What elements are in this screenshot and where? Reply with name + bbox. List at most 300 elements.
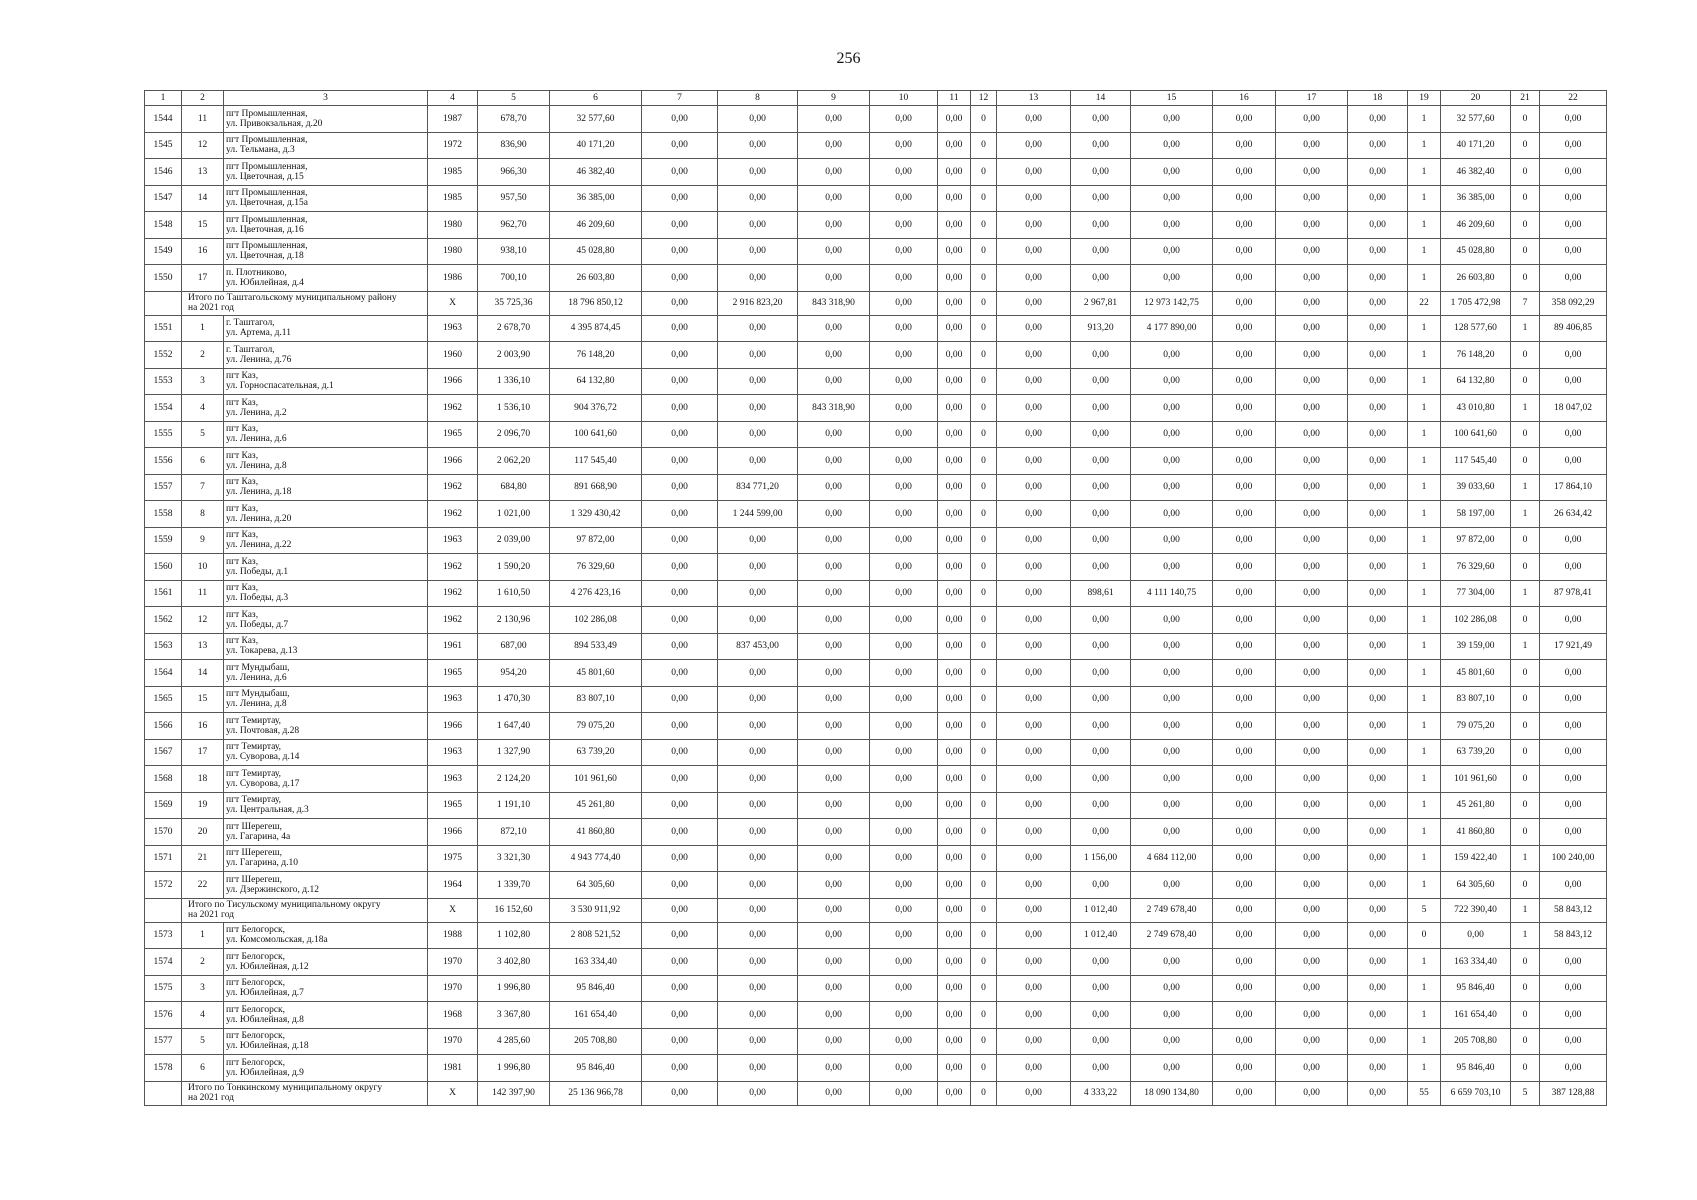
value-cell-17: 0,00 — [1276, 448, 1348, 475]
address-cell — [224, 633, 428, 660]
value-cell-9: 0,00 — [798, 792, 870, 819]
subtotal-row — [145, 291, 1607, 315]
value-cell-10: 0,00 — [870, 766, 938, 793]
value-cell-8: 0,00 — [718, 527, 798, 554]
value-cell-19: 1 — [1408, 686, 1441, 713]
value-cell-21: 0 — [1511, 766, 1540, 793]
value-cell-12: 0 — [971, 238, 997, 265]
value-cell-14: 0,00 — [1071, 975, 1131, 1002]
address-cell — [224, 845, 428, 872]
total-cost-cell: 64 305,60 — [550, 872, 642, 899]
value-cell-10: 0,00 — [870, 132, 938, 159]
row-number: 1553 — [145, 368, 182, 395]
value-cell-12: 0 — [971, 554, 997, 581]
value-cell-22: 358 092,29 — [1540, 291, 1607, 315]
value-cell-16: 0,00 — [1213, 633, 1276, 660]
value-cell-21: 0 — [1511, 212, 1540, 239]
value-cell-15: 0,00 — [1131, 949, 1213, 976]
value-cell-8: 0,00 — [718, 922, 798, 949]
address-line: пгт Каз, — [226, 424, 259, 435]
value-cell-20: 163 334,40 — [1441, 949, 1511, 976]
value-cell-20: 117 545,40 — [1441, 448, 1511, 475]
column-number-header: 9 — [798, 91, 870, 106]
value-cell-8: 0,00 — [718, 212, 798, 239]
value-cell-17: 0,00 — [1276, 315, 1348, 342]
value-cell-16: 0,00 — [1213, 291, 1276, 315]
value-cell-22: 0,00 — [1540, 739, 1607, 766]
value-cell-8: 0,00 — [718, 975, 798, 1002]
value-cell-16: 0,00 — [1213, 106, 1276, 133]
item-index: 7 — [182, 474, 224, 501]
address-line: ул. Суворова, д.14 — [226, 752, 300, 763]
value-cell-13: 0,00 — [997, 185, 1071, 212]
value-cell-17: 0,00 — [1276, 872, 1348, 899]
value-cell-20: 77 304,00 — [1441, 580, 1511, 607]
value-cell-20: 45 028,80 — [1441, 238, 1511, 265]
row-number: 1555 — [145, 421, 182, 448]
value-cell-14: 0,00 — [1071, 686, 1131, 713]
row-number: 1558 — [145, 501, 182, 528]
value-cell-16: 0,00 — [1213, 265, 1276, 292]
value-cell-8: 834 771,20 — [718, 474, 798, 501]
value-cell-7: 0,00 — [642, 554, 718, 581]
column-number-header: 14 — [1071, 91, 1131, 106]
value-cell-11: 0,00 — [938, 898, 971, 922]
value-cell-14: 0,00 — [1071, 766, 1131, 793]
value-cell-11: 0,00 — [938, 845, 971, 872]
value-cell-16: 0,00 — [1213, 872, 1276, 899]
address-cell — [224, 212, 428, 239]
value-cell-11: 0,00 — [938, 421, 971, 448]
column-number-header: 7 — [642, 91, 718, 106]
value-cell-22: 0,00 — [1540, 106, 1607, 133]
address-line: пгт Белогорск, — [226, 1004, 286, 1015]
value-cell-14: 0,00 — [1071, 212, 1131, 239]
total-cost-cell: 891 668,90 — [550, 474, 642, 501]
value-cell-13: 0,00 — [997, 686, 1071, 713]
value-cell-15: 0,00 — [1131, 159, 1213, 186]
value-cell-11: 0,00 — [938, 713, 971, 740]
total-cost-cell: 18 796 850,12 — [550, 291, 642, 315]
address-line: ул. Ленина, д.20 — [226, 513, 292, 524]
value-cell-17: 0,00 — [1276, 342, 1348, 369]
row-number: 1570 — [145, 819, 182, 846]
value-cell-9: 0,00 — [798, 106, 870, 133]
value-cell-18: 0,00 — [1348, 342, 1408, 369]
address-line: пгт Каз, — [226, 636, 259, 647]
column-number-header: 10 — [870, 91, 938, 106]
value-cell-20: 43 010,80 — [1441, 395, 1511, 422]
value-cell-12: 0 — [971, 368, 997, 395]
value-cell-21: 1 — [1511, 580, 1540, 607]
value-cell-8: 0,00 — [718, 421, 798, 448]
table-row — [145, 265, 1607, 292]
total-cost-cell: 46 382,40 — [550, 159, 642, 186]
value-cell-22: 0,00 — [1540, 607, 1607, 634]
item-index: 4 — [182, 395, 224, 422]
value-cell-12: 0 — [971, 106, 997, 133]
item-index: 9 — [182, 527, 224, 554]
table-row — [145, 975, 1607, 1002]
value-cell-21: 1 — [1511, 501, 1540, 528]
value-cell-13: 0,00 — [997, 922, 1071, 949]
value-cell-7: 0,00 — [642, 368, 718, 395]
value-cell-10: 0,00 — [870, 713, 938, 740]
value-cell-7: 0,00 — [642, 474, 718, 501]
value-cell-12: 0 — [971, 527, 997, 554]
value-cell-14: 2 967,81 — [1071, 291, 1131, 315]
value-cell-10: 0,00 — [870, 872, 938, 899]
value-cell-13: 0,00 — [997, 448, 1071, 475]
value-cell-7: 0,00 — [642, 580, 718, 607]
value-cell-16: 0,00 — [1213, 395, 1276, 422]
value-cell-8: 0,00 — [718, 660, 798, 687]
row-number: 1573 — [145, 922, 182, 949]
value-cell-17: 0,00 — [1276, 845, 1348, 872]
value-cell-19: 1 — [1408, 660, 1441, 687]
address-line: пгт Шерегеш, — [226, 821, 282, 832]
value-cell-17: 0,00 — [1276, 212, 1348, 239]
value-cell-16: 0,00 — [1213, 1028, 1276, 1055]
area-cell: 962,70 — [478, 212, 550, 239]
value-cell-20: 76 329,60 — [1441, 554, 1511, 581]
item-index: 12 — [182, 607, 224, 634]
total-cost-cell: 95 846,40 — [550, 975, 642, 1002]
value-cell-14: 0,00 — [1071, 421, 1131, 448]
value-cell-22: 17 921,49 — [1540, 633, 1607, 660]
value-cell-8: 0,00 — [718, 368, 798, 395]
value-cell-19: 1 — [1408, 792, 1441, 819]
value-cell-18: 0,00 — [1348, 448, 1408, 475]
row-number: 1551 — [145, 315, 182, 342]
value-cell-19: 1 — [1408, 132, 1441, 159]
value-cell-14: 898,61 — [1071, 580, 1131, 607]
total-cost-cell: 102 286,08 — [550, 607, 642, 634]
empty-cell — [145, 291, 182, 315]
row-number: 1569 — [145, 792, 182, 819]
value-cell-14: 0,00 — [1071, 1002, 1131, 1029]
value-cell-20: 46 209,60 — [1441, 212, 1511, 239]
area-cell: 1 191,10 — [478, 792, 550, 819]
year-cell: 1972 — [428, 132, 478, 159]
value-cell-22: 0,00 — [1540, 368, 1607, 395]
row-number: 1577 — [145, 1028, 182, 1055]
value-cell-9: 0,00 — [798, 421, 870, 448]
value-cell-21: 7 — [1511, 291, 1540, 315]
year-cell: X — [428, 291, 478, 315]
value-cell-18: 0,00 — [1348, 766, 1408, 793]
address-line: ул. Победы, д.3 — [226, 593, 289, 604]
year-cell: 1985 — [428, 159, 478, 186]
value-cell-17: 0,00 — [1276, 1081, 1348, 1105]
subtotal-row — [145, 898, 1607, 922]
value-cell-13: 0,00 — [997, 819, 1071, 846]
value-cell-8: 0,00 — [718, 1055, 798, 1082]
value-cell-9: 0,00 — [798, 660, 870, 687]
value-cell-9: 0,00 — [798, 265, 870, 292]
value-cell-8: 0,00 — [718, 315, 798, 342]
value-cell-16: 0,00 — [1213, 686, 1276, 713]
address-line: ул. Юбилейная, д.9 — [226, 1067, 304, 1078]
item-index: 15 — [182, 686, 224, 713]
column-number-header: 4 — [428, 91, 478, 106]
value-cell-16: 0,00 — [1213, 159, 1276, 186]
total-cost-cell: 101 961,60 — [550, 766, 642, 793]
value-cell-21: 0 — [1511, 238, 1540, 265]
value-cell-9: 0,00 — [798, 474, 870, 501]
value-cell-14: 0,00 — [1071, 633, 1131, 660]
value-cell-20: 41 860,80 — [1441, 819, 1511, 846]
value-cell-15: 0,00 — [1131, 872, 1213, 899]
area-cell: 687,00 — [478, 633, 550, 660]
value-cell-16: 0,00 — [1213, 474, 1276, 501]
value-cell-9: 0,00 — [798, 872, 870, 899]
value-cell-9: 0,00 — [798, 1081, 870, 1105]
value-cell-7: 0,00 — [642, 1028, 718, 1055]
item-index: 17 — [182, 739, 224, 766]
total-cost-cell: 83 807,10 — [550, 686, 642, 713]
value-cell-11: 0,00 — [938, 315, 971, 342]
total-cost-cell: 41 860,80 — [550, 819, 642, 846]
value-cell-18: 0,00 — [1348, 185, 1408, 212]
value-cell-17: 0,00 — [1276, 1028, 1348, 1055]
value-cell-7: 0,00 — [642, 607, 718, 634]
value-cell-12: 0 — [971, 448, 997, 475]
address-line: г. Таштагол, — [226, 318, 275, 329]
value-cell-22: 0,00 — [1540, 766, 1607, 793]
subtotal-label-line: Итого по Таштагольскому муниципальному району — [188, 293, 397, 303]
total-cost-cell: 45 028,80 — [550, 238, 642, 265]
value-cell-10: 0,00 — [870, 975, 938, 1002]
value-cell-17: 0,00 — [1276, 660, 1348, 687]
address-cell — [224, 872, 428, 899]
value-cell-11: 0,00 — [938, 106, 971, 133]
total-cost-cell: 26 603,80 — [550, 265, 642, 292]
value-cell-10: 0,00 — [870, 212, 938, 239]
value-cell-18: 0,00 — [1348, 819, 1408, 846]
year-cell: 1987 — [428, 106, 478, 133]
value-cell-15: 2 749 678,40 — [1131, 922, 1213, 949]
table-row — [145, 792, 1607, 819]
value-cell-18: 0,00 — [1348, 501, 1408, 528]
area-cell: 1 996,80 — [478, 1055, 550, 1082]
value-cell-9: 0,00 — [798, 686, 870, 713]
address-cell — [224, 185, 428, 212]
total-cost-cell: 76 329,60 — [550, 554, 642, 581]
value-cell-7: 0,00 — [642, 949, 718, 976]
item-index: 17 — [182, 265, 224, 292]
value-cell-9: 0,00 — [798, 580, 870, 607]
item-index: 16 — [182, 713, 224, 740]
column-number-header: 18 — [1348, 91, 1408, 106]
value-cell-10: 0,00 — [870, 1028, 938, 1055]
value-cell-9: 0,00 — [798, 159, 870, 186]
value-cell-22: 0,00 — [1540, 1055, 1607, 1082]
value-cell-20: 83 807,10 — [1441, 686, 1511, 713]
value-cell-11: 0,00 — [938, 501, 971, 528]
value-cell-13: 0,00 — [997, 342, 1071, 369]
address-line: пгт Промышленная, — [226, 188, 308, 199]
page-number: 256 — [836, 50, 861, 67]
year-cell: 1963 — [428, 686, 478, 713]
value-cell-19: 1 — [1408, 872, 1441, 899]
value-cell-16: 0,00 — [1213, 554, 1276, 581]
value-cell-18: 0,00 — [1348, 686, 1408, 713]
value-cell-18: 0,00 — [1348, 580, 1408, 607]
value-cell-12: 0 — [971, 607, 997, 634]
total-cost-cell: 205 708,80 — [550, 1028, 642, 1055]
value-cell-17: 0,00 — [1276, 132, 1348, 159]
value-cell-9: 0,00 — [798, 527, 870, 554]
value-cell-8: 0,00 — [718, 898, 798, 922]
value-cell-19: 5 — [1408, 898, 1441, 922]
table-row — [145, 1002, 1607, 1029]
value-cell-8: 0,00 — [718, 554, 798, 581]
row-number: 1557 — [145, 474, 182, 501]
row-number: 1564 — [145, 660, 182, 687]
value-cell-22: 58 843,12 — [1540, 922, 1607, 949]
value-cell-21: 0 — [1511, 342, 1540, 369]
value-cell-18: 0,00 — [1348, 922, 1408, 949]
value-cell-8: 0,00 — [718, 185, 798, 212]
value-cell-10: 0,00 — [870, 739, 938, 766]
item-index: 11 — [182, 106, 224, 133]
column-number-header: 17 — [1276, 91, 1348, 106]
value-cell-7: 0,00 — [642, 766, 718, 793]
table-row — [145, 580, 1607, 607]
address-line: ул. Привокзальная, д.20 — [226, 118, 323, 129]
row-number: 1568 — [145, 766, 182, 793]
value-cell-15: 4 177 890,00 — [1131, 315, 1213, 342]
item-index: 5 — [182, 421, 224, 448]
area-cell: 1 336,10 — [478, 368, 550, 395]
value-cell-10: 0,00 — [870, 368, 938, 395]
value-cell-12: 0 — [971, 421, 997, 448]
row-number: 1560 — [145, 554, 182, 581]
value-cell-20: 45 801,60 — [1441, 660, 1511, 687]
value-cell-16: 0,00 — [1213, 660, 1276, 687]
total-cost-cell: 894 533,49 — [550, 633, 642, 660]
value-cell-13: 0,00 — [997, 106, 1071, 133]
year-cell: 1966 — [428, 368, 478, 395]
value-cell-18: 0,00 — [1348, 315, 1408, 342]
address-line: ул. Юбилейная, д.4 — [226, 277, 304, 288]
value-cell-22: 18 047,02 — [1540, 395, 1607, 422]
value-cell-17: 0,00 — [1276, 527, 1348, 554]
table-row — [145, 238, 1607, 265]
value-cell-8: 0,00 — [718, 872, 798, 899]
item-index: 4 — [182, 1002, 224, 1029]
value-cell-7: 0,00 — [642, 448, 718, 475]
value-cell-17: 0,00 — [1276, 922, 1348, 949]
address-cell — [224, 739, 428, 766]
value-cell-10: 0,00 — [870, 474, 938, 501]
value-cell-21: 0 — [1511, 527, 1540, 554]
empty-cell — [145, 1081, 182, 1105]
value-cell-14: 1 012,40 — [1071, 922, 1131, 949]
address-line: ул. Юбилейная, д.7 — [226, 988, 304, 999]
year-cell: 1961 — [428, 633, 478, 660]
value-cell-15: 4 684 112,00 — [1131, 845, 1213, 872]
row-number: 1556 — [145, 448, 182, 475]
value-cell-14: 913,20 — [1071, 315, 1131, 342]
value-cell-16: 0,00 — [1213, 132, 1276, 159]
value-cell-22: 0,00 — [1540, 819, 1607, 846]
value-cell-18: 0,00 — [1348, 421, 1408, 448]
address-line: пгт Каз, — [226, 530, 259, 541]
value-cell-21: 1 — [1511, 845, 1540, 872]
value-cell-20: 26 603,80 — [1441, 265, 1511, 292]
total-cost-cell: 2 808 521,52 — [550, 922, 642, 949]
area-cell: 1 470,30 — [478, 686, 550, 713]
address-cell — [224, 607, 428, 634]
value-cell-13: 0,00 — [997, 474, 1071, 501]
value-cell-18: 0,00 — [1348, 238, 1408, 265]
address-line: ул. Ленина, д.76 — [226, 354, 292, 365]
column-number-header: 11 — [938, 91, 971, 106]
total-cost-cell: 45 801,60 — [550, 660, 642, 687]
value-cell-22: 17 864,10 — [1540, 474, 1607, 501]
total-cost-cell: 76 148,20 — [550, 342, 642, 369]
column-number-header: 15 — [1131, 91, 1213, 106]
value-cell-13: 0,00 — [997, 607, 1071, 634]
value-cell-10: 0,00 — [870, 633, 938, 660]
year-cell: X — [428, 1081, 478, 1105]
empty-cell — [145, 898, 182, 922]
year-cell: 1966 — [428, 819, 478, 846]
area-cell: 2 062,20 — [478, 448, 550, 475]
value-cell-11: 0,00 — [938, 1081, 971, 1105]
address-line: ул. Цветочная, д.18 — [226, 251, 304, 262]
value-cell-14: 0,00 — [1071, 739, 1131, 766]
address-line: пгт Темиртау, — [226, 768, 282, 779]
value-cell-22: 0,00 — [1540, 686, 1607, 713]
value-cell-19: 1 — [1408, 819, 1441, 846]
total-cost-cell: 3 530 911,92 — [550, 898, 642, 922]
year-cell: 1970 — [428, 949, 478, 976]
table-row — [145, 474, 1607, 501]
item-index: 14 — [182, 660, 224, 687]
year-cell: 1963 — [428, 527, 478, 554]
value-cell-12: 0 — [971, 501, 997, 528]
value-cell-13: 0,00 — [997, 159, 1071, 186]
row-number: 1572 — [145, 872, 182, 899]
address-line: пгт Каз, — [226, 477, 259, 488]
table-row — [145, 922, 1607, 949]
value-cell-19: 1 — [1408, 580, 1441, 607]
row-number: 1561 — [145, 580, 182, 607]
value-cell-13: 0,00 — [997, 792, 1071, 819]
value-cell-17: 0,00 — [1276, 739, 1348, 766]
year-cell: 1966 — [428, 713, 478, 740]
value-cell-19: 0 — [1408, 922, 1441, 949]
value-cell-10: 0,00 — [870, 342, 938, 369]
value-cell-8: 0,00 — [718, 713, 798, 740]
row-number: 1547 — [145, 185, 182, 212]
value-cell-16: 0,00 — [1213, 342, 1276, 369]
value-cell-12: 0 — [971, 633, 997, 660]
address-line: г. Таштагол, — [226, 344, 275, 355]
value-cell-14: 0,00 — [1071, 474, 1131, 501]
value-cell-14: 0,00 — [1071, 106, 1131, 133]
housing-register-table — [144, 90, 1607, 1106]
address-line: ул. Горноспасательная, д.1 — [226, 381, 334, 392]
value-cell-15: 0,00 — [1131, 1002, 1213, 1029]
value-cell-19: 1 — [1408, 607, 1441, 634]
year-cell: 1963 — [428, 315, 478, 342]
value-cell-15: 0,00 — [1131, 421, 1213, 448]
value-cell-13: 0,00 — [997, 580, 1071, 607]
